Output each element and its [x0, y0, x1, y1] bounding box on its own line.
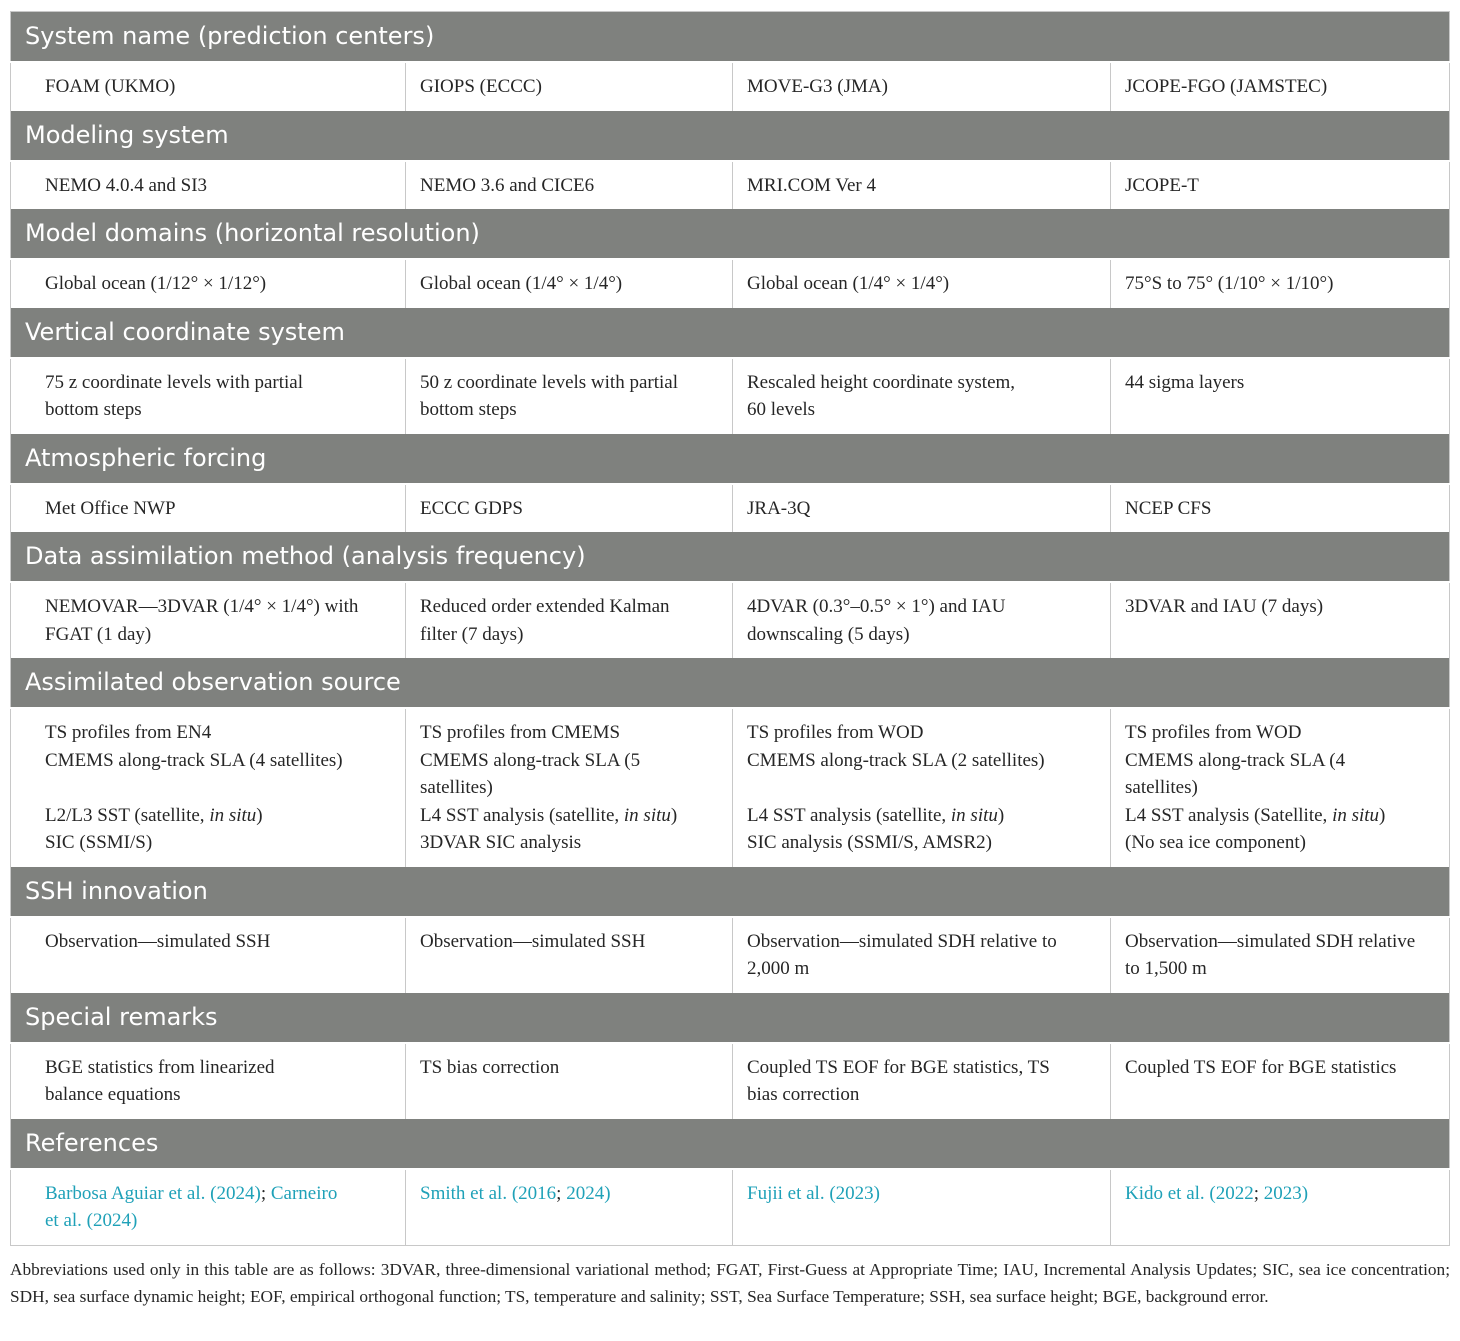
reference-link[interactable]	[1125, 1180, 1435, 1208]
table-cell	[11, 1043, 406, 1119]
table-cell	[406, 62, 733, 111]
section-title: Data assimilation method (analysis frequency)	[11, 532, 1450, 582]
cell-line: TS profiles from WOD	[1125, 722, 1302, 743]
section-title: Atmospheric forcing	[11, 434, 1450, 484]
section-header-row	[11, 1119, 1450, 1169]
cell-line: satellites)	[1125, 777, 1198, 798]
cell-line: downscaling (5 days)	[747, 623, 910, 645]
table-cell	[11, 358, 406, 434]
table-cell	[1111, 917, 1450, 993]
cell-line: NEMOVAR—3DVAR (1/4° × 1/4°) with	[45, 596, 359, 617]
table-cell	[1111, 161, 1450, 210]
table-row	[11, 917, 1450, 993]
reference-link[interactable]: Kido et al. (2022	[1125, 1182, 1254, 1204]
cell-line: CMEMS along-track SLA (4	[1125, 749, 1346, 771]
cell-line: 4DVAR (0.3°–0.5° × 1°) and IAU	[747, 596, 1006, 617]
cell-line: TS profiles from CMEMS	[420, 722, 621, 743]
table-row	[11, 582, 1450, 658]
table-cell	[406, 358, 733, 434]
cell-line: Observation—simulated SSH	[420, 930, 646, 952]
cell-line: GIOPS (ECCC)	[420, 76, 542, 97]
table-cell	[733, 62, 1111, 111]
table-cell	[11, 1169, 406, 1246]
cell-line: FOAM (UKMO)	[45, 76, 176, 97]
italic-term: in situ	[1332, 804, 1380, 826]
table-cell	[1111, 62, 1450, 111]
cell-line: bias correction	[747, 1084, 860, 1105]
table-cell	[406, 708, 733, 867]
table-cell	[11, 582, 406, 658]
cell-line: Met Office NWP	[45, 497, 176, 519]
cell-line: 3DVAR and IAU (7 days)	[1125, 596, 1324, 617]
model-comparison-table	[10, 11, 1450, 1246]
table-cell	[733, 1169, 1111, 1246]
cell-line: to 1,500 m	[1125, 958, 1207, 979]
cell-line: 50 z coordinate levels with partial	[420, 371, 678, 393]
separator: ;	[556, 1182, 567, 1204]
separator: ;	[1253, 1182, 1264, 1204]
cell-line: 2,000 m	[747, 958, 810, 979]
cell-line: Coupled TS EOF for BGE statistics	[1125, 1056, 1397, 1078]
reference-link[interactable]: Smith et al. (2016	[420, 1182, 557, 1204]
table-cell	[733, 582, 1111, 658]
reference-link[interactable]	[45, 1180, 391, 1208]
cell-line: Observation—simulated SDH relative	[1125, 930, 1416, 952]
cell-line: JCOPE-FGO (JAMSTEC)	[1125, 76, 1328, 97]
table-cell	[733, 161, 1111, 210]
table-cell	[1111, 1043, 1450, 1119]
table-cell	[406, 917, 733, 993]
cell-line: TS profiles from EN4	[45, 722, 212, 743]
cell-line: 60 levels	[747, 399, 816, 420]
table-cell	[733, 708, 1111, 867]
table-cell	[1111, 582, 1450, 658]
table-cell	[733, 484, 1111, 533]
section-header-row	[11, 993, 1450, 1043]
italic-term: in situ	[950, 804, 998, 826]
table-cell	[733, 917, 1111, 993]
table-cell	[1111, 708, 1450, 867]
cell-line	[747, 774, 1096, 802]
table-cell	[1111, 358, 1450, 434]
cell-line: L4 SST analysis (satellite, in situ)	[747, 804, 1005, 826]
cell-line: bottom steps	[420, 399, 517, 420]
cell-line: MRI.COM Ver 4	[747, 174, 876, 196]
table-cell	[406, 582, 733, 658]
cell-line: Observation—simulated SDH relative to	[747, 930, 1057, 952]
table-footnote: Abbreviations used only in this table are as follows: 3DVAR, three-dimensional variational method; FGAT, First-Guess at Appropriate Time; IAU, Incremental Analysis Updates; SIC, sea ice concentration; SDH, sea surface dynamic height; EOF, empirical orthogonal function; TS, temperature and salinity; SST, Sea Surface Temperature; SSH, sea surface height; BGE, background error.	[10, 1260, 1450, 1306]
separator: ;	[260, 1182, 271, 1204]
table-cell	[733, 1043, 1111, 1119]
section-header-row	[11, 434, 1450, 484]
table-row	[11, 708, 1450, 867]
cell-line: CMEMS along-track SLA (5	[420, 749, 641, 771]
cell-line: CMEMS along-track SLA (2 satellites)	[747, 749, 1045, 771]
reference-link[interactable]: Carneiro	[270, 1182, 338, 1204]
section-header-row	[11, 658, 1450, 708]
table-row	[11, 259, 1450, 308]
cell-line: (No sea ice component)	[1125, 832, 1306, 853]
cell-line: L2/L3 SST (satellite, in situ)	[45, 804, 263, 826]
table-cell	[406, 1043, 733, 1119]
table-cell	[1111, 1169, 1450, 1246]
table-cell	[11, 62, 406, 111]
cell-line: filter (7 days)	[420, 623, 524, 645]
section-title: System name (prediction centers)	[11, 12, 1450, 63]
cell-line: balance equations	[45, 1084, 181, 1105]
section-header-row	[11, 209, 1450, 259]
reference-link[interactable]: Barbosa Aguiar et al. (2024)	[45, 1182, 261, 1204]
cell-line: Reduced order extended Kalman	[420, 596, 670, 617]
table-cell	[406, 484, 733, 533]
cell-line: 75°S to 75° (1/10° × 1/10°)	[1125, 273, 1334, 294]
table-row	[11, 484, 1450, 533]
cell-line: Coupled TS EOF for BGE statistics, TS	[747, 1056, 1050, 1078]
section-title: Model domains (horizontal resolution)	[11, 209, 1450, 259]
table-cell	[406, 1169, 733, 1246]
cell-line: L4 SST analysis (satellite, in situ)	[420, 804, 678, 826]
table-row	[11, 1043, 1450, 1119]
section-title: References	[11, 1119, 1450, 1169]
cell-line: CMEMS along-track SLA (4 satellites)	[45, 749, 343, 771]
table-cell	[733, 358, 1111, 434]
cell-line: TS bias correction	[420, 1056, 560, 1078]
cell-line: bottom steps	[45, 399, 142, 420]
section-header-row	[11, 111, 1450, 161]
cell-line: Rescaled height coordinate system,	[747, 371, 1016, 393]
section-header-row	[11, 867, 1450, 917]
reference-link[interactable]: et al. (2024)	[45, 1210, 138, 1231]
table-cell	[11, 708, 406, 867]
cell-line: Global ocean (1/12° × 1/12°)	[45, 273, 267, 294]
table-cell	[733, 259, 1111, 308]
reference-link[interactable]: 2024)	[566, 1182, 611, 1204]
cell-line	[45, 774, 391, 802]
section-title: SSH innovation	[11, 867, 1450, 917]
table-cell	[1111, 484, 1450, 533]
section-title: Assimilated observation source	[11, 658, 1450, 708]
table-cell	[11, 917, 406, 993]
cell-line: 3DVAR SIC analysis	[420, 832, 582, 853]
cell-line: NEMO 4.0.4 and SI3	[45, 174, 208, 196]
italic-term: in situ	[209, 804, 257, 826]
reference-link[interactable]: 2023)	[1263, 1182, 1309, 1204]
cell-line: Global ocean (1/4° × 1/4°)	[747, 273, 950, 294]
cell-line: 44 sigma layers	[1125, 371, 1245, 393]
section-header-row	[11, 532, 1450, 582]
section-title: Modeling system	[11, 111, 1450, 161]
section-title: Vertical coordinate system	[11, 308, 1450, 358]
table-cell	[406, 259, 733, 308]
cell-line: TS profiles from WOD	[747, 722, 924, 743]
section-header-row	[11, 12, 1450, 63]
cell-line: Global ocean (1/4° × 1/4°)	[420, 273, 623, 294]
cell-line: NEMO 3.6 and CICE6	[420, 174, 595, 196]
table-row	[11, 1169, 1450, 1246]
cell-line: ECCC GDPS	[420, 497, 523, 519]
section-header-row	[11, 308, 1450, 358]
cell-line: BGE statistics from linearized	[45, 1056, 275, 1078]
table-row	[11, 358, 1450, 434]
cell-line: JCOPE-T	[1125, 174, 1199, 196]
cell-line: SIC (SSMI/S)	[45, 832, 153, 853]
italic-term: in situ	[623, 804, 671, 826]
reference-link[interactable]: Fujii et al. (2023)	[747, 1182, 880, 1204]
cell-line: NCEP CFS	[1125, 497, 1212, 519]
table-cell	[1111, 259, 1450, 308]
table-cell	[11, 161, 406, 210]
section-title: Special remarks	[11, 993, 1450, 1043]
cell-line: satellites)	[420, 777, 493, 798]
table-cell	[11, 259, 406, 308]
cell-line: MOVE-G3 (JMA)	[747, 76, 888, 97]
cell-line: FGAT (1 day)	[45, 623, 152, 645]
cell-line: SIC analysis (SSMI/S, AMSR2)	[747, 832, 992, 853]
table-cell	[406, 161, 733, 210]
reference-link[interactable]	[420, 1180, 718, 1208]
table-row	[11, 62, 1450, 111]
table-row	[11, 161, 1450, 210]
cell-line: L4 SST analysis (Satellite, in situ)	[1125, 804, 1386, 826]
cell-line: 75 z coordinate levels with partial	[45, 371, 303, 393]
cell-line: Observation—simulated SSH	[45, 930, 271, 952]
cell-line: JRA-3Q	[747, 497, 811, 519]
table-cell	[11, 484, 406, 533]
